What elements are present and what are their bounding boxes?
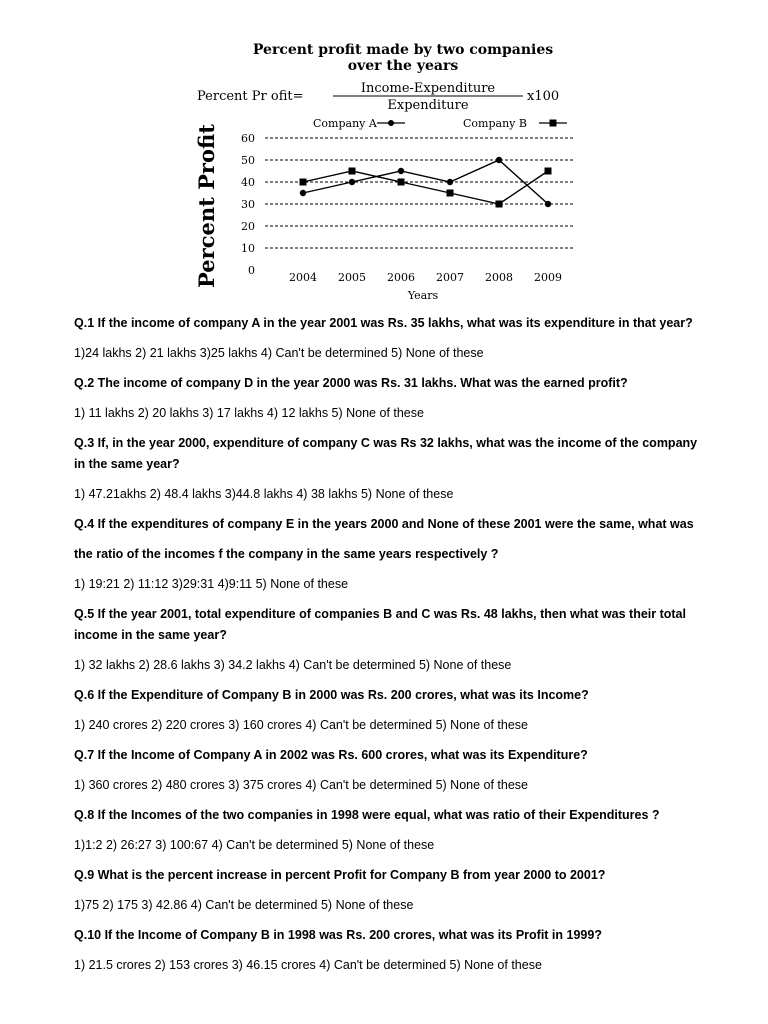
x-tick-label: 2005: [338, 271, 366, 284]
legend-marker-company-b: [550, 120, 557, 127]
data-point-company-b: [447, 190, 454, 197]
question-2: Q.2 The income of company D in the year 2000 was Rs. 31 lakhs. What was the earned profit?: [74, 376, 628, 390]
options-2: 1) 11 lakhs 2) 20 lakhs 3) 17 lakhs 4) 12 lakhs 5) None of these: [74, 406, 424, 420]
y-tick-label: 0: [248, 264, 255, 277]
chart-title-line2: over the years: [347, 58, 459, 74]
x-tick-label: 2004: [289, 271, 317, 284]
x-tick-labels: [289, 271, 562, 284]
formula-suffix: x100: [527, 89, 560, 104]
y-tick-label: 50: [241, 154, 255, 167]
question-8: Q.8 If the Incomes of the two companies in 1998 were equal, what was ratio of their Expenditures ?: [74, 808, 660, 822]
options-9: 1)75 2) 175 3) 42.86 4) Can't be determined 5) None of these: [74, 898, 414, 912]
x-tick-label: 2008: [485, 271, 513, 284]
options-10: 1) 21.5 crores 2) 153 crores 3) 46.15 crores 4) Can't be determined 5) None of these: [74, 958, 542, 972]
formula-prefix: Percent Pr ofit=: [197, 89, 304, 104]
profit-formula: [197, 81, 559, 113]
y-axis-label: Percent Profit: [194, 124, 219, 288]
question-7: Q.7 If the Income of Company A in 2002 was Rs. 600 crores, what was its Expenditure?: [74, 748, 588, 762]
data-point-company-b: [398, 179, 405, 186]
grid-lines: [265, 138, 573, 248]
data-point-company-b: [349, 168, 356, 175]
question-4-continued: the ratio of the incomes f the company in the same years respectively ?: [74, 547, 499, 561]
formula-numerator: Income-Expenditure: [360, 81, 496, 96]
chart-legend: [313, 117, 567, 130]
options-1: 1)24 lakhs 2) 21 lakhs 3)25 lakhs 4) Can't be determined 5) None of these: [74, 346, 484, 360]
options-5: 1) 32 lakhs 2) 28.6 lakhs 3) 34.2 lakhs 4) Can't be determined 5) None of these: [74, 658, 512, 672]
chart-title-line1: Percent profit made by two companies: [252, 42, 554, 58]
options-8: 1)1:2 2) 26:27 3) 100:67 4) Can't be determined 5) None of these: [74, 838, 435, 852]
data-point-company-a: [300, 190, 306, 196]
data-point-company-b: [545, 168, 552, 175]
y-tick-label: 60: [241, 132, 255, 145]
options-3: 1) 47.21akhs 2) 48.4 lakhs 3)44.8 lakhs 4) 38 lakhs 5) None of these: [74, 487, 454, 501]
data-point-company-b: [496, 201, 503, 208]
x-tick-label: 2009: [534, 271, 562, 284]
line-chart: [185, 32, 625, 310]
question-10: Q.10 If the Income of Company B in 1998 was Rs. 200 crores, what was its Profit in 1999?: [74, 928, 602, 942]
question-1: Q.1 If the income of company A in the year 2001 was Rs. 35 lakhs, what was its expenditure in that year?: [74, 316, 693, 330]
x-tick-label: 2007: [436, 271, 464, 284]
question-list: [74, 313, 704, 979]
data-point-company-a: [496, 157, 502, 163]
question-6: Q.6 If the Expenditure of Company B in 2000 was Rs. 200 crores, what was its Income?: [74, 688, 589, 702]
data-point-company-a: [349, 179, 355, 185]
question-5: Q.5 If the year 2001, total expenditure of companies B and C was Rs. 48 lakhs, then what was their total income in the same year?: [74, 607, 686, 642]
legend-marker-company-a: [388, 120, 394, 126]
y-tick-label: 20: [241, 220, 255, 233]
legend-label-company-b: Company B: [463, 117, 527, 130]
formula-denominator: Expenditure: [387, 98, 469, 113]
data-point-company-a: [447, 179, 453, 185]
y-tick-label: 40: [241, 176, 255, 189]
question-9: Q.9 What is the percent increase in percent Profit for Company B from year 2000 to 2001?: [74, 868, 606, 882]
options-6: 1) 240 crores 2) 220 crores 3) 160 crores 4) Can't be determined 5) None of these: [74, 718, 529, 732]
x-axis-label: Years: [407, 289, 439, 302]
data-point-company-a: [398, 168, 404, 174]
data-point-company-b: [300, 179, 307, 186]
legend-label-company-a: Company A: [313, 117, 377, 130]
data-point-company-a: [545, 201, 551, 207]
x-tick-label: 2006: [387, 271, 415, 284]
y-tick-label: 10: [241, 242, 255, 255]
question-4: Q.4 If the expenditures of company E in the years 2000 and None of these 2001 were the same, what was: [74, 517, 694, 531]
options-4: 1) 19:21 2) 11:12 3)29:31 4)9:11 5) None of these: [74, 577, 349, 591]
question-3: Q.3 If, in the year 2000, expenditure of company C was Rs 32 lakhs, what was the income of the company in the same year?: [74, 436, 698, 471]
y-tick-label: 30: [241, 198, 255, 211]
options-7: 1) 360 crores 2) 480 crores 3) 375 crores 4) Can't be determined 5) None of these: [74, 778, 529, 792]
y-tick-labels: [241, 132, 255, 277]
